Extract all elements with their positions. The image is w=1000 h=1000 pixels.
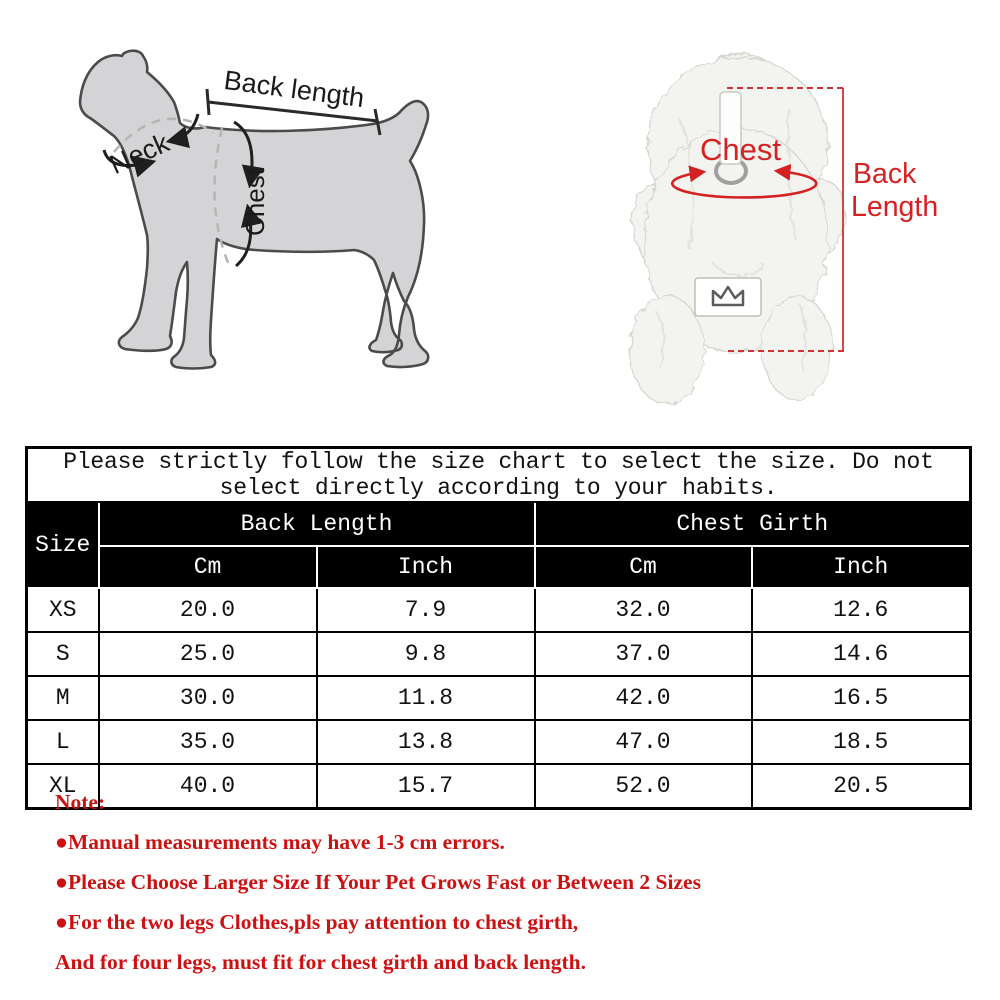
notes-section xyxy=(55,789,955,989)
cell-value: 15.7 xyxy=(317,764,535,809)
cell-value: 32.0 xyxy=(535,588,752,632)
unit-header-back-inch: Inch xyxy=(317,546,535,588)
cell-size: XL xyxy=(27,764,99,809)
column-group-chest-girth: Chest Girth xyxy=(535,502,971,546)
cell-value: 30.0 xyxy=(99,676,317,720)
table-row xyxy=(27,676,971,720)
table-row xyxy=(27,588,971,632)
garment-annotation-photo xyxy=(560,0,1000,440)
header-row-units xyxy=(27,546,971,588)
note-line: ●Manual measurements may have 1-3 cm errors. xyxy=(55,830,505,854)
garment-chest-label: Chest xyxy=(700,132,781,167)
unit-header-chest-inch: Inch xyxy=(752,546,971,588)
column-header-size: Size xyxy=(27,502,99,588)
cell-size: M xyxy=(27,676,99,720)
cell-value: 11.8 xyxy=(317,676,535,720)
cell-value: 12.6 xyxy=(752,588,971,632)
unit-header-chest-cm: Cm xyxy=(535,546,752,588)
unit-header-back-cm: Cm xyxy=(99,546,317,588)
column-group-back-length: Back Length xyxy=(99,502,535,546)
cell-value: 7.9 xyxy=(317,588,535,632)
garment-length-label: Length xyxy=(851,191,939,223)
cell-value: 16.5 xyxy=(752,676,971,720)
cell-value: 13.8 xyxy=(317,720,535,764)
cell-value: 20.5 xyxy=(752,764,971,809)
cell-value: 9.8 xyxy=(317,632,535,676)
back-length-label: Back length xyxy=(222,64,367,114)
cell-value: 52.0 xyxy=(535,764,752,809)
cell-value: 47.0 xyxy=(535,720,752,764)
cell-size: S xyxy=(27,632,99,676)
size-chart-table xyxy=(25,446,972,810)
size-chart-warning: Please strictly follow the size chart to select the size. Do not select directly according to your habits. xyxy=(27,448,971,503)
cell-size: L xyxy=(27,720,99,764)
warning-row xyxy=(27,448,971,503)
cell-value: 40.0 xyxy=(99,764,317,809)
note-line: And for four legs, must fit for chest girth and back length. xyxy=(55,950,586,974)
cell-value: 14.6 xyxy=(752,632,971,676)
note-line: ●For the two legs Clothes,pls pay attention to chest girth, xyxy=(55,910,579,934)
cell-value: 37.0 xyxy=(535,632,752,676)
cell-value: 35.0 xyxy=(99,720,317,764)
note-line: ●Please Choose Larger Size If Your Pet Grows Fast or Between 2 Sizes xyxy=(55,870,701,894)
neck-label: Neck xyxy=(105,127,174,180)
brand-tag xyxy=(695,278,761,316)
garment-back-label: Back xyxy=(853,158,917,190)
header-row-groups xyxy=(27,502,971,546)
table-row xyxy=(27,632,971,676)
cell-value: 20.0 xyxy=(99,588,317,632)
cell-size: XS xyxy=(27,588,99,632)
cell-value: 18.5 xyxy=(752,720,971,764)
dog-measurement-diagram xyxy=(10,10,490,430)
cell-value: 25.0 xyxy=(99,632,317,676)
chest-label: Chest xyxy=(240,168,270,236)
table-row xyxy=(27,720,971,764)
notes-title: Note: xyxy=(55,790,106,814)
cell-value: 42.0 xyxy=(535,676,752,720)
